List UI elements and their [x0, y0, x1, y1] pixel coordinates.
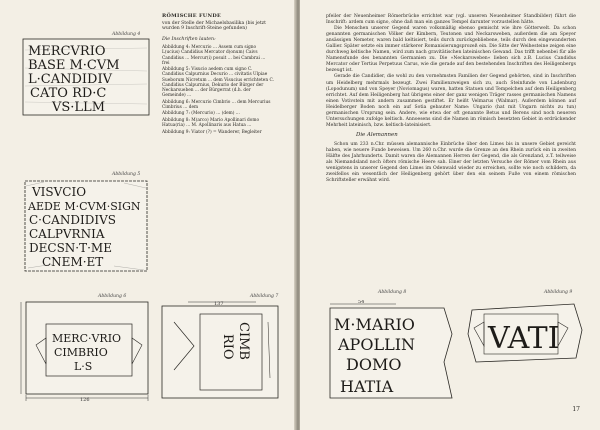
main-text — [326, 14, 576, 184]
figure-5-line-6: CNEM·ET — [42, 255, 104, 269]
paragraph-1: pfeiler der Neuenheimer Römerbrücke errichtet war (vgl. unseren Neuenheimer Standbilder) führt die Inschrift: ardem cum signo, ohne daß man ein ganzes Tempel darunter vorzustellen hätte. — [326, 14, 576, 26]
entry-figure-4: Abbildung 4: Mercurio ... Assem cum signo L(ucius) Candidius Mercator d(onum) Caivs Candidius ... Mercur(i) posuit ... bei Cambrai ... frei — [162, 45, 266, 66]
figure-4-caption: Abbildung 4 — [112, 32, 141, 37]
entry-figure-9: Abbildung 9: Viator (?) = Wanderer, Begleiter — [162, 129, 262, 135]
figure-6-line-1: MERC·VRIO — [52, 332, 122, 345]
figure-4-line-5: VS·LLM — [52, 100, 106, 115]
right-page — [300, 0, 600, 430]
page-number: 17 — [572, 406, 580, 413]
figure-5-inscription — [24, 180, 148, 272]
figure-7-dimension: 137 — [214, 301, 224, 307]
figure-8-line-1: M·MARIO — [334, 315, 415, 334]
paragraph-2: Die Menschen unserer Gegend waren volksmäßig ebenso gemischt wie ihre Götterwelt. Da schon genannten germanischen Völker der Kimbern, Teutonen und Neckarsweben, außerdem die am Speyer ansässigen Nemeter, waren bald keltisiert, teils durch zurückgebliebene, teils durch den eingewanderten Gallier. Später setzte ein immer stärkerer Romanisierungsprozeß ein. Die Sitte der Weihesteine zeigen eine durchweg keltische Namen, wird zum nach gravitätischen lateinischen Gewand. Das trifft nebenbei für alle Namensfunde des benannten Germanien zu. Die »Neckarsweben« lieben sich z.B. Lucius Candidus Mercator oder Tertius Perpetuus Carus, wie die gerade auf den bestehenden Inschriften des Heiligenbergs bezeugt ist. — [326, 26, 576, 74]
figure-9-inscription — [466, 300, 584, 366]
column-heading: RÖMISCHE FUNDE — [162, 13, 222, 19]
section-heading: Die Alemannen — [356, 131, 398, 138]
figure-6-line-3: L·S — [74, 360, 93, 373]
figure-8-inscription — [326, 300, 456, 402]
paragraph-3: Gerade die Candidier, die wohl zu den vornehmsten Familien der Gegend gehörten, sind in Inschriften um Heidelberg mehrmals bezeugt. Zwei Familienzweigen sich zu, auch Steinfunde von Ladenburg (Lopodunum) und von Speyer (Noviomagus) waren, hatten Statuen und Tempelchen auf dem Heiligenberg errichtet. Auf dem Heiligenberg hat übrigens einer der ganz wenigen Träger rasses germanischen Namens einen Votivstein mit andern zusammen gestiftet. Er heißt Velmarus (Walmar). Außerdem können auf Heidelberger Boden noch ein auf Sotia gebauter Name: Ungario (hat mit Ungarn nichts zu tun) germanischen Ursprung sein. Andere, wie etwa der oft genannte Betus und Berens sind noch neueren Untersuchungen zufolge keltisch. Annoesens sind die Namen im römisch besetzten Gebiet in erdrückender Mehrheit lateinisch, bzw. keltisch-lateinisiert. — [326, 74, 576, 128]
paragraph-4: Schon um 233 n.Chr. müssen alemannische Einbrüche über den Limes bis in unsere Gebiet gereicht haben, wie neuere Funde beweisen. Um 260 n.Chr. wurde die Grenze an den Rhein zurück ein in zweiten Hälfte des Jahrhunderts. Damit waren die Alemannen Herren der Gegend, die als Grenzland, z.T. teilweise als Niemandsland noch öfters römische Heere sah. Einer der letzten Versuche der Römer vom Rhein aus wenigstens in unserer Gegend den Limes im Odenwald wieder zu erreichen, sollte wie noch schildern, da zweifellos ein wesentlich der Heiligenberg gehört über den ein seinem Fuße von einem römischen Schriftsteller erwähnt wird. — [326, 141, 576, 184]
figure-8-line-2: APOLLIN — [338, 335, 416, 354]
figure-6-line-2: CIMBRIO — [54, 346, 108, 359]
figure-5-caption: Abbildung 5 — [112, 172, 141, 177]
figure-7-inscription — [158, 300, 282, 402]
figure-9-caption: Abbildung 9 — [544, 290, 573, 295]
figure-4-line-2: BASE M·CVM — [28, 58, 120, 73]
figure-4-line-3: L·CANDIDIV — [28, 72, 112, 87]
figure-5-line-1: VISVCIO — [32, 185, 87, 199]
figure-8-caption: Abbildung 8 — [378, 290, 407, 295]
figure-8-dimension: 54 — [358, 300, 365, 305]
figure-6-inscription — [18, 300, 150, 402]
figure-6-dimension: 126 — [80, 397, 90, 402]
findings-column — [162, 14, 274, 136]
entry-figure-6: Abbildung 6: Mercurio Cimbrio ... dem Mercurius Cimbrius ... dem — [162, 99, 271, 110]
figure-9-line-1: VATI — [488, 321, 560, 356]
left-page — [0, 0, 297, 430]
entry-figure-5: Abbildung 5: Visucio aedem cum signo C. Candidius Calpurnius Decurio ... civitatis Ulpiae Sueborum Nicretum ... dem Visucius errichteten C. Candidius Calpurnius, Dekurio der Bürger der Neckarsueben ... der Bürgerrat (d.h. der Gemeinde) ... — [162, 67, 274, 99]
figure-5-line-5: DECSN·T·ME — [29, 241, 112, 255]
figure-6-caption: Abbildung 6 — [98, 294, 127, 299]
figure-5-line-3: C·CANDIDIVS — [29, 213, 116, 227]
figure-4-line-4: CATO RD·C — [30, 86, 107, 101]
column-intro: Die Inschriften lauten: — [162, 36, 216, 42]
figure-8-line-4: HATIA — [340, 377, 394, 396]
figure-4-inscription — [22, 38, 150, 116]
figure-7-line-2: RIO — [220, 334, 235, 360]
figure-4-line-1: MERCVRIO — [28, 44, 106, 59]
entry-figure-7: Abbildung 7: (Mercurio) ... (dem) ... — [162, 111, 240, 117]
figure-5-line-4: CALPVRNIA — [29, 227, 105, 241]
figure-7-line-1: CIMB — [236, 322, 251, 360]
figure-5-line-2: AEDE M·CVM·SIGN — [28, 200, 141, 213]
entry-figure-8: Abbildung 8: M(arco) Mario Apollinari domo Hatua(ria) ... M. Apollinaris aus Hatua ... — [162, 117, 260, 129]
column-subheading: von der Stelle der Michaelsbasilika (bis jetzt wurden 9 Inschrift-Steine gefunden) — [162, 20, 266, 31]
figure-7-caption: Abbildung 7 — [250, 294, 279, 299]
figure-8-line-3: DOMO — [346, 355, 402, 374]
